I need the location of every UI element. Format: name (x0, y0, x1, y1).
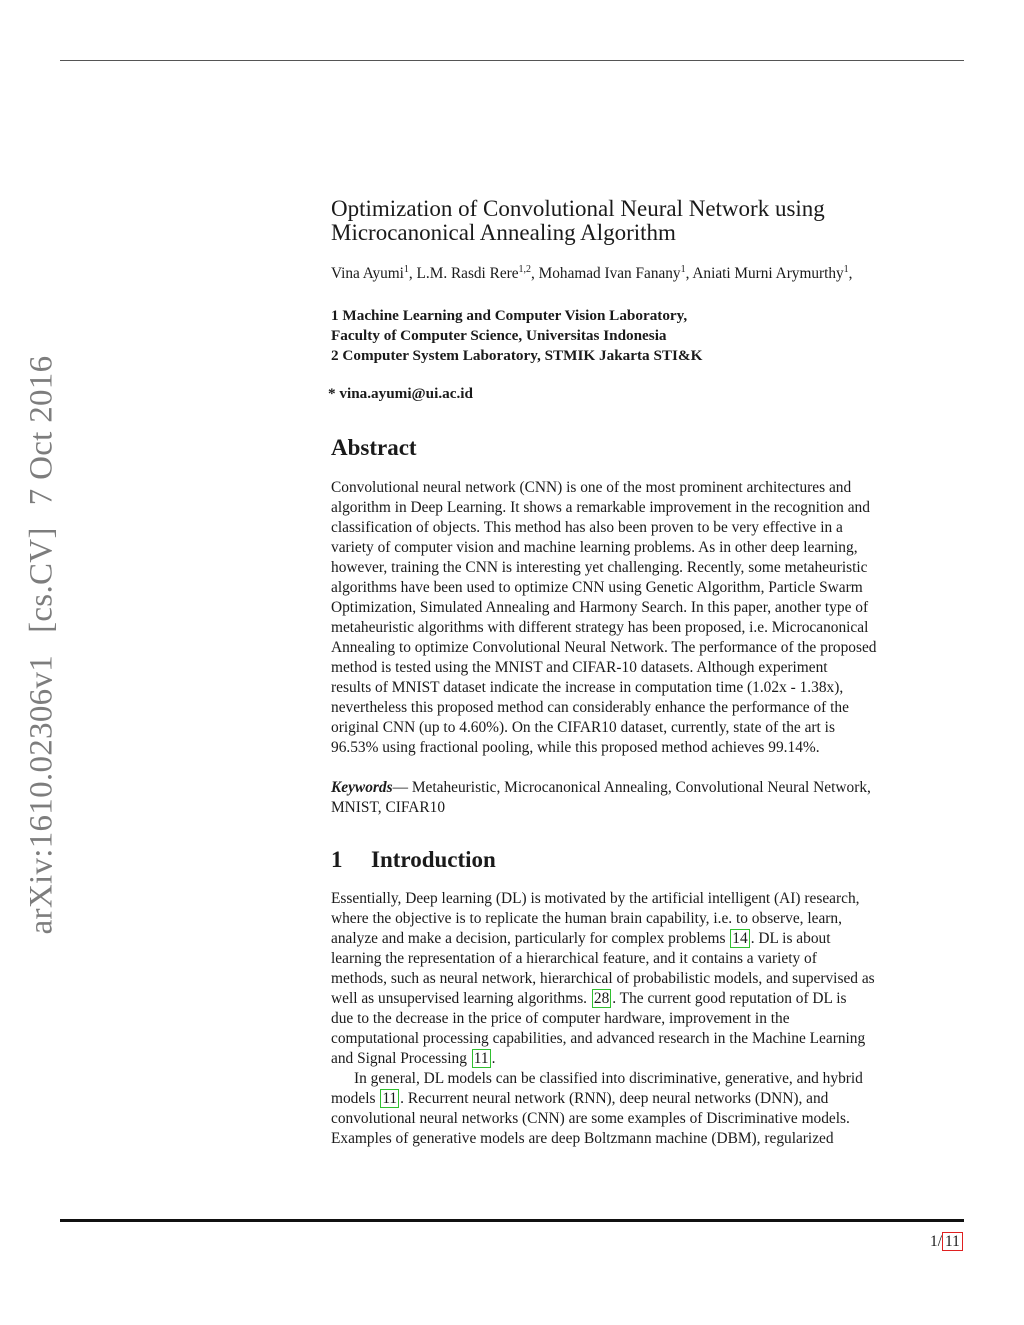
page-number (930, 1233, 963, 1251)
author-list (331, 264, 971, 284)
paragraph-line (331, 969, 967, 989)
line-text: . (491, 1050, 496, 1067)
paragraph-line (331, 1009, 967, 1029)
author-separator: , (408, 265, 417, 282)
abstract-line: variety of computer vision and machine learning problems. As in other deep learning, (331, 539, 858, 556)
abstract-line: results of MNIST dataset indicate the increase in computation time (1.02x - 1.38x), (331, 679, 844, 696)
paragraph-line (331, 989, 967, 1009)
abstract-body (331, 478, 967, 758)
paragraph-line (331, 909, 967, 929)
keywords-label: Keywords (331, 779, 393, 796)
author-name: Mohamad Ivan Fanany (538, 265, 681, 282)
line-text: methods, such as neural network, hierarchical of probabilistic models, and supervised as (331, 970, 875, 987)
paper-title (331, 197, 971, 245)
abstract-line: algorithms have been used to optimize CNN using Genetic Algorithm, Particle Swarm (331, 579, 863, 596)
keywords-dash: — (392, 779, 412, 796)
line-text: well as unsupervised learning algorithms. (331, 990, 591, 1007)
keywords (331, 778, 967, 818)
abstract-line: however, training the CNN is interesting yet challenging. Recently, some metaheuristic (331, 559, 868, 576)
abstract-line: original CNN (up to 4.60%). On the CIFAR10 dataset, currently, state of the art is (331, 719, 835, 736)
paragraph-line (331, 1129, 967, 1149)
author-name: Vina Ayumi (331, 265, 404, 282)
line-text: . Recurrent neural network (RNN), deep neural networks (DNN), and (400, 1090, 829, 1107)
line-text: where the objective is to replicate the human brain capability, i.e. to observe, learn, (331, 910, 842, 927)
author-name: L.M. Rasdi Rere (416, 265, 519, 282)
line-text: . The current good reputation of DL is (612, 990, 847, 1007)
abstract-line: method is tested using the MNIST and CIFAR-10 datasets. Although experiment (331, 659, 828, 676)
section-number: 1 (331, 847, 343, 872)
paragraph-line (331, 949, 967, 969)
section-title: Introduction (371, 847, 496, 872)
affiliation-line: 2 Computer System Laboratory, STMIK Jakarta STI&K (331, 347, 703, 364)
paragraph-line (331, 1049, 967, 1069)
line-text: analyze and make a decision, particularly for complex problems (331, 930, 730, 947)
keywords-line-1: Metaheuristic, Microcanonical Annealing, Convolutional Neural Network, (411, 779, 871, 796)
author-affiliation-mark: 1 (403, 264, 409, 275)
author-affiliation-mark: 1,2 (518, 264, 532, 275)
abstract-line: nevertheless this proposed method can considerably enhance the performance of the (331, 699, 849, 716)
citation-link[interactable]: 14 (732, 930, 748, 947)
line-text: computational processing capabilities, and advanced research in the Machine Learning (331, 1030, 866, 1047)
author-affiliation-mark: 1 (843, 264, 849, 275)
keywords-line-2: MNIST, CIFAR10 (331, 799, 446, 816)
intro-paragraph-2 (331, 1069, 967, 1149)
arxiv-date: 7 Oct 2016 (23, 355, 60, 506)
citation-link[interactable]: 11 (382, 1090, 398, 1107)
abstract-line: classification of objects. This method has also been proven to be very effective in a (331, 519, 843, 536)
line-text: due to the decrease in the price of computer hardware, improvement in the (331, 1010, 790, 1027)
abstract-line: Convolutional neural network (CNN) is one of the most prominent architectures and (331, 479, 852, 496)
affiliation-line: 1 Machine Learning and Computer Vision Laboratory, (331, 307, 688, 324)
header-rule (60, 60, 964, 61)
page-current: 1 (930, 1233, 938, 1250)
citation-link[interactable]: 28 (593, 990, 610, 1007)
abstract-line: Annealing to optimize Convolutional Neural Network. The performance of the proposed (331, 639, 877, 656)
author-affiliation-mark: 1 (680, 264, 686, 275)
line-text: In general, DL models can be classified into discriminative, generative, and hybrid (354, 1070, 863, 1087)
paragraph-line (331, 929, 967, 949)
arxiv-sidebar-stamp (24, 356, 61, 935)
corresponding-email[interactable]: * vina.ayumi@ui.ac.id (328, 385, 473, 402)
paragraph-line (331, 1089, 967, 1109)
paragraph-line (331, 1069, 967, 1089)
page-total-link[interactable]: 11 (942, 1232, 963, 1251)
paragraph-line (331, 889, 967, 909)
line-text: and Signal Processing (331, 1050, 471, 1067)
arxiv-category: [cs.CV] (23, 527, 60, 633)
paragraph-line (331, 1029, 967, 1049)
affiliations (331, 306, 971, 366)
abstract-line: 96.53% using fractional pooling, while this proposed method achieves 99.14%. (331, 739, 820, 756)
author-separator: , (531, 265, 539, 282)
author-name: Aniati Murni Arymurthy (692, 265, 844, 282)
abstract-line: algorithm in Deep Learning. It shows a remarkable improvement in the recognition and (331, 499, 870, 516)
footer-rule (60, 1219, 964, 1222)
line-text: convolutional neural networks (CNN) are some examples of Discriminative models. (331, 1110, 850, 1127)
line-text: models (331, 1090, 380, 1107)
line-text: Essentially, Deep learning (DL) is motivated by the artificial intelligent (AI) research, (331, 890, 860, 907)
section-heading-introduction (331, 846, 971, 874)
abstract-heading: Abstract (331, 435, 417, 460)
intro-paragraph-1 (331, 889, 967, 1069)
abstract-line: Optimization, Simulated Annealing and Harmony Search. In this paper, another type of (331, 599, 869, 616)
affiliation-line: Faculty of Computer Science, Universitas Indonesia (331, 327, 667, 344)
page-separator: / (937, 1233, 942, 1250)
line-text: learning the representation of a hierarchical feature, and it contains a variety of (331, 950, 817, 967)
paragraph-line (331, 1109, 967, 1129)
title-line-2: Microcanonical Annealing Algorithm (331, 220, 676, 245)
abstract-line: metaheuristic algorithms with different strategy has been proposed, i.e. Microcanonical (331, 619, 869, 636)
title-line-1: Optimization of Convolutional Neural Network using (331, 196, 825, 221)
author-separator: , (848, 265, 853, 282)
line-text: . DL is about (750, 930, 831, 947)
author-separator: , (685, 265, 693, 282)
citation-link[interactable]: 11 (473, 1050, 489, 1067)
arxiv-id[interactable]: arXiv:1610.02306v1 (23, 654, 60, 935)
line-text: Examples of generative models are deep Boltzmann machine (DBM), regularized (331, 1130, 834, 1147)
